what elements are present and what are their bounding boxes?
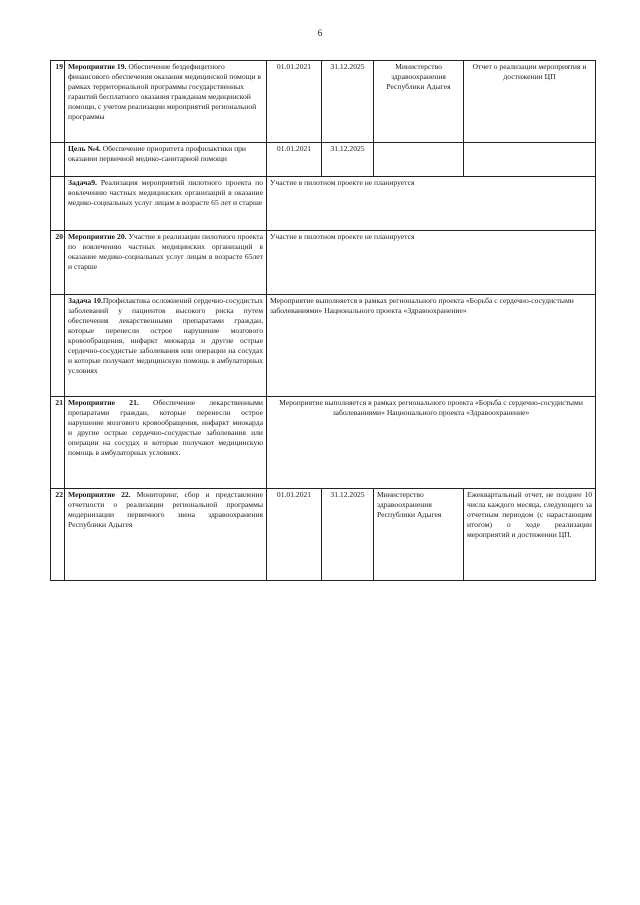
- goal-cell: [65, 143, 267, 177]
- activity-title: Мероприятие 19.: [68, 62, 127, 71]
- activity-text: Обеспечение бездефицитного финансового обеспечения оказания медицинской помощи в рамках территориальной программы государственных гарантий бесплатного оказания гражданам медицинской помощи, с учетом реализации мероприятий региональной программы: [68, 62, 262, 122]
- table-row-goal-4: [51, 143, 596, 177]
- task-text: Профилактика осложнений сердечно-сосудистых заболеваний у пациентов высокого риска путем обеспечения лекарственными препаратами граждан, которые перенесли острое нарушение мозгового кровообращения, инфаркт миокарда и другие острые сердечно-сосудистые заболевания или операции на сосудах и которые получают медицинскую помощь в амбулаторных условиях: [68, 296, 264, 376]
- executor: Министерство здравоохранения Республики Адыгея: [374, 61, 464, 143]
- executor: Министерство здравоохранения Республики Адыгея: [374, 489, 464, 581]
- activity-title: Мероприятие 21.: [68, 398, 139, 407]
- start-date: 01.01.2021: [267, 489, 322, 581]
- end-date: 31.12.2025: [322, 489, 374, 581]
- result: Отчет о реализации мероприятия и достижении ЦП: [464, 61, 596, 143]
- start-date: 01.01.2021: [267, 143, 322, 177]
- table-row-task-9: [51, 177, 596, 231]
- task-title: Задача 10.: [68, 296, 103, 305]
- task-title: Задача9.: [68, 178, 97, 187]
- row-number: 22: [51, 489, 65, 581]
- page-number: 6: [317, 28, 323, 38]
- task-note: Мероприятие выполняется в рамках регионального проекта «Борьба с сердечно-сосудистыми заболеваниями» Национального проекта «Здравоохранение»: [267, 295, 596, 397]
- table-row-21: [51, 397, 596, 489]
- table-row-20: [51, 231, 596, 295]
- task-cell: [65, 295, 267, 397]
- row-number: 21: [51, 397, 65, 489]
- task-cell: [65, 177, 267, 231]
- activity-cell: [65, 231, 267, 295]
- row-number: 19: [51, 61, 65, 143]
- activity-note: Мероприятие выполняется в рамках регионального проекта «Борьба с сердечно-сосудистыми заболеваниями» Национального проекта «Здравоохранение»: [267, 397, 596, 489]
- start-date: 01.01.2021: [267, 61, 322, 143]
- activity-note: Участие в пилотном проекте не планируется: [267, 231, 596, 295]
- table-row-task-10: [51, 295, 596, 397]
- row-number: 20: [51, 231, 65, 295]
- activity-text: Мониторинг, сбор и представление отчетности о реализации региональной программы модернизации первичного звена здравоохранения Республики Адыгея: [68, 490, 263, 530]
- table-row-19: [51, 61, 596, 143]
- activity-cell: [65, 61, 267, 143]
- task-note: Участие в пилотном проекте не планируется: [267, 177, 596, 231]
- end-date: 31.12.2025: [322, 143, 374, 177]
- table-row-22: [51, 489, 596, 581]
- activity-title: Мероприятие 22.: [68, 490, 131, 499]
- activity-text: Обеспечение лекарственными препаратами граждан, которые перенесли острое нарушение мозгового кровообращения, инфаркт миокарда и другие острые сердечно-сосудистые заболевания или операции на сосудах и которые получают медицинскую помощь в амбулаторных условиях.: [68, 398, 263, 458]
- goal-text: Обеспечение приоритета профилактики при оказании первичной медико-санитарной помощи: [68, 144, 246, 164]
- activity-cell: [65, 397, 267, 489]
- activity-cell: [65, 489, 267, 581]
- end-date: 31.12.2025: [322, 61, 374, 143]
- task-text: Реализация мероприятий пилотного проекта по вовлечению частных медицинских организаций в оказание медико-социальных услуг лицам в возрасте 65 лет и старше: [68, 178, 263, 208]
- goal-title: Цель №4.: [68, 144, 101, 153]
- activity-text: Участие в реализации пилотного проекта по вовлечению частных медицинских организаций в оказание медико-социальных услуг лицам в возрасте 65лет и старше: [68, 232, 263, 272]
- result: Ежеквартальный отчет, не позднее 10 числа каждого месяца, следующего за отчетным периодом (с нарастающим итогом) о ходе реализации мероприятий и достижении ЦП.: [464, 489, 596, 581]
- activity-title: Мероприятие 20.: [68, 232, 127, 241]
- activities-table: [50, 60, 596, 581]
